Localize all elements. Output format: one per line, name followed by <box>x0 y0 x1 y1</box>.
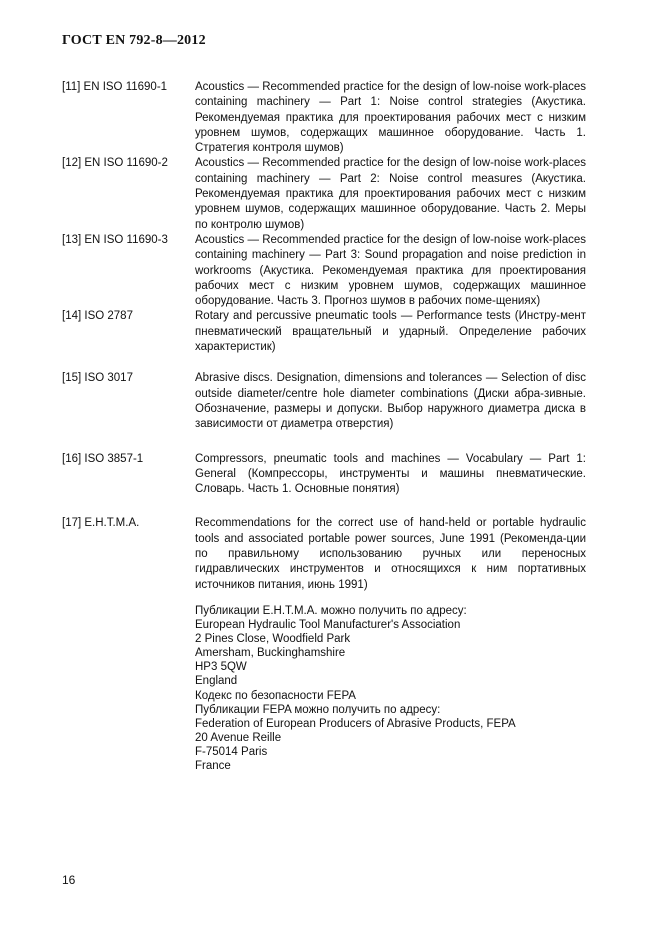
reference-code: [11] EN ISO 11690-1 <box>62 81 168 93</box>
address-line: Federation of European Producers of Abrasive Products, FEPA <box>195 717 516 730</box>
reference-code: [17] E.H.T.M.A. <box>62 517 140 530</box>
reference-text: Acoustics — Recommended practice for the design of low-noise work-places containing machinery — Part 1: Noise control strategies (Акустика. Рекомендуемая практика для проектирования рабочих мест с низким уровнем шумов, содержащих машинное оборудование. Часть 1. Стратегия контроля шумов) <box>195 81 586 155</box>
reference-code: [14] ISO 2787 <box>62 310 133 323</box>
references-list <box>62 80 586 593</box>
address-line: F-75014 Paris <box>195 745 268 758</box>
reference-item <box>62 156 586 232</box>
reference-text: Acoustics — Recommended practice for the design of low-noise work-places containing machinery — Part 2: Noise control measures (Акустика. Рекомендуемая практика для проектирования рабочих мест с низким уровнем шумов, содержащих машинное оборудование. Часть 2. Меры по контролю шумов) <box>195 157 586 231</box>
reference-item <box>62 371 586 432</box>
reference-code: [16] ISO 3857-1 <box>62 452 144 465</box>
document-header: ГОСТ EN 792-8—2012 <box>62 33 206 48</box>
reference-text: Abrasive discs. Designation, dimensions and tolerances — Selection of disc outside diameter/centre hole diameter combinations (Диски абра-зивные. Обозначение, размеры и допуски. Выбор наружного диаметра диска в зависимости от диаметра отверстия) <box>195 372 586 431</box>
address-line: Публикации FEPA можно получить по адресу: <box>195 703 441 716</box>
reference-code: [13] EN ISO 11690-3 <box>62 233 168 246</box>
reference-text: Rotary and percussive pneumatic tools — Performance tests (Инстру-мент пневматический вращательный и ударный. Определение рабочих характеристик) <box>195 310 586 354</box>
reference-item <box>62 233 586 309</box>
address-line: 2 Pines Close, Woodfield Park <box>195 633 351 646</box>
address-line: European Hydraulic Tool Manufacturer's Association <box>195 619 461 632</box>
reference-code: [15] ISO 3017 <box>62 372 133 385</box>
address-line: Кодекс по безопасности FEPA <box>195 689 356 702</box>
reference-item <box>62 516 586 592</box>
page-number: 16 <box>62 873 76 887</box>
address-line: 20 Avenue Reille <box>195 731 282 744</box>
address-line: Amersham, Buckinghamshire <box>195 647 346 660</box>
address-line: France <box>195 760 231 773</box>
reference-text: Compressors, pneumatic tools and machines — Vocabulary — Part 1: General (Компрессоры, инструменты и машины пневматические. Словарь. Часть 1. Основные понятия) <box>195 452 586 496</box>
reference-text: Recommendations for the correct use of hand-held or portable hydraulic tools and associated portable power sources, June 1991 (Рекоменда-ции по правильному использованию ручных или переносных гидравлических инструментов и относящихся к ним портативных источников питания, июнь 1991) <box>195 517 586 591</box>
address-block <box>195 604 516 773</box>
reference-code: [12] EN ISO 11690-2 <box>62 157 168 170</box>
reference-item <box>62 452 586 498</box>
address-line: Публикации E.H.T.M.A. можно получить по адресу: <box>195 605 467 617</box>
reference-item <box>62 80 586 156</box>
reference-item <box>62 309 586 355</box>
address-line: HP3 5QW <box>195 661 247 674</box>
reference-text: Acoustics — Recommended practice for the design of low-noise work-places containing machinery — Part 3: Sound propagation and noise prediction in workrooms (Акустика. Рекомендуемая практика для проектирования рабочих мест с низким уровнем шумов, содержащих машинное оборудование. Часть 3. Прогноз шумов в рабочих поме-щениях) <box>195 233 586 308</box>
address-line: England <box>195 675 238 688</box>
